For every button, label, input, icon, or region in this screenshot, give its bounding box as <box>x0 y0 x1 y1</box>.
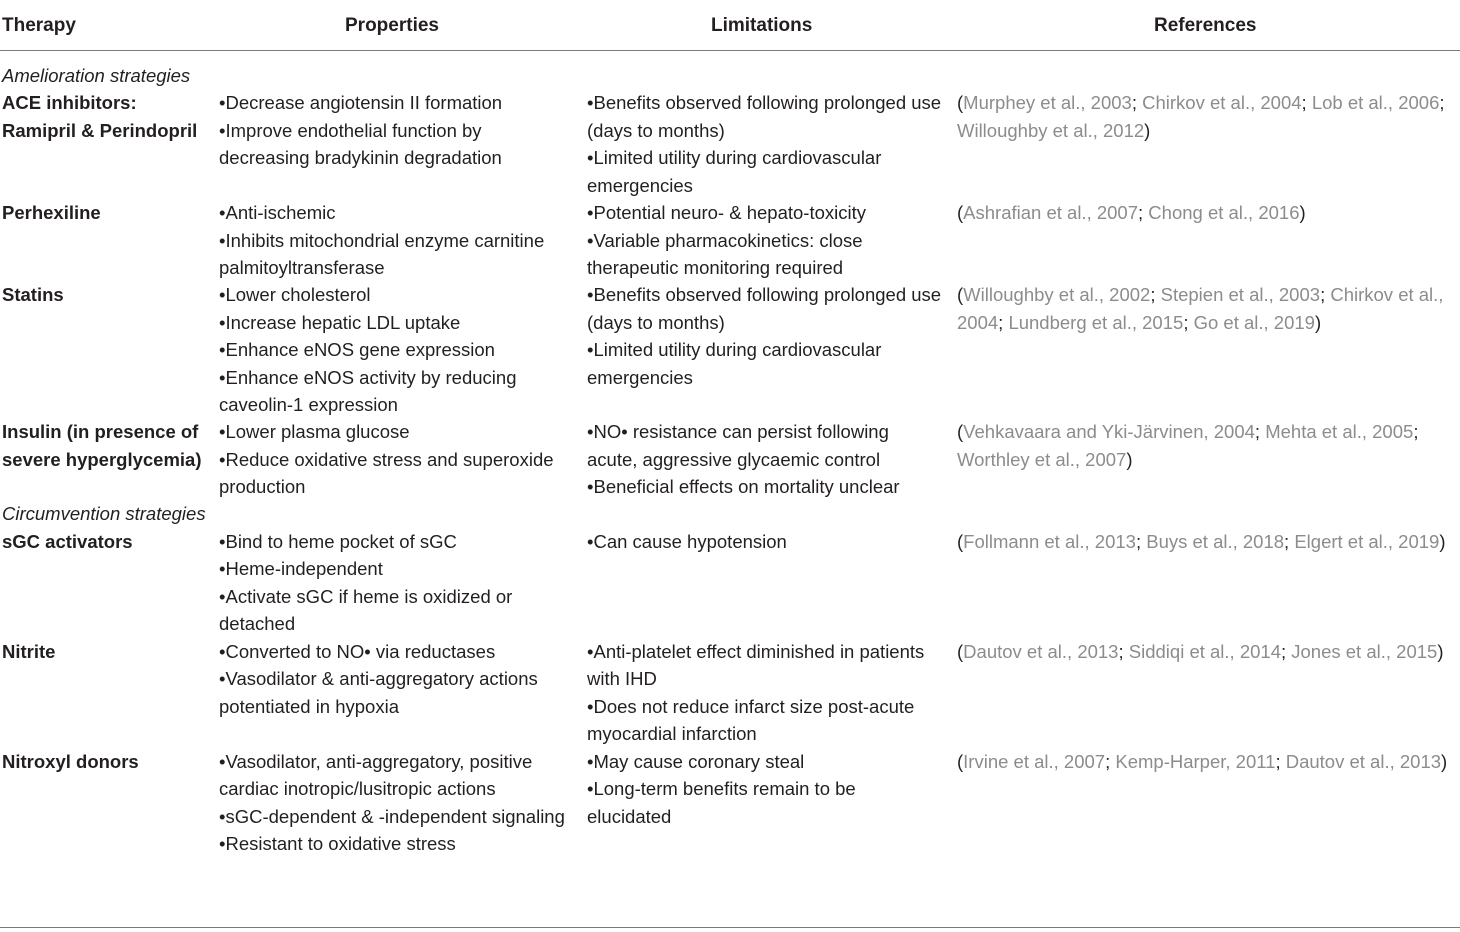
reference-separator: ; <box>1254 421 1266 443</box>
reference-link: Go et al., 2019 <box>1193 311 1315 333</box>
limitation-item: •Benefits observed following prolonged use (days to months) <box>587 92 942 141</box>
limitation-item: •Long-term benefits remain to be elucidated <box>587 778 856 827</box>
reference-separator: ; <box>1320 284 1331 306</box>
reference-link: Willoughby et al., 2012 <box>957 119 1145 141</box>
section-title: Circumvention strategies <box>2 503 206 525</box>
header-therapy: Therapy <box>2 15 76 36</box>
properties-cell <box>219 199 571 281</box>
limitation-item: •NO• resistance can persist following acute, aggressive glycaemic control <box>587 421 889 470</box>
reference-link: Chirkov et al., 2004 <box>1142 92 1302 114</box>
references-cell <box>957 281 1457 336</box>
property-item: •Increase hepatic LDL uptake <box>219 311 461 333</box>
property-item: •Heme-independent <box>219 558 383 580</box>
paren-open: ( <box>957 640 964 662</box>
table-row <box>0 748 1460 858</box>
reference-link: Lob et al., 2006 <box>1311 92 1440 114</box>
paren-open: ( <box>957 530 964 552</box>
limitation-item: •Variable pharmacokinetics: close therapeutic monitoring required <box>587 229 863 279</box>
limitation-item: •Does not reduce infarct size post-acute myocardial infarction <box>587 695 915 745</box>
reference-link: Ashrafian et al., 2007 <box>963 202 1139 224</box>
table-row <box>0 281 1460 418</box>
property-item: •Converted to NO• via reductases <box>219 640 496 662</box>
paren-close: ) <box>1126 448 1133 470</box>
reference-separator: ; <box>1150 284 1161 306</box>
property-item: •Enhance eNOS gene expression <box>219 339 495 361</box>
reference-link: Worthley et al., 2007 <box>957 448 1127 470</box>
table-row <box>0 199 1460 281</box>
section-title: Amelioration strategies <box>2 65 191 86</box>
paren-close: ) <box>1439 530 1446 552</box>
therapy-cell: ACE inhibitors: Ramipril & Perindopril <box>2 92 198 141</box>
references-cell <box>957 199 1457 226</box>
property-item: •Resistant to oxidative stress <box>219 833 456 855</box>
reference-link: Kemp-Harper, 2011 <box>1115 750 1276 772</box>
therapy-cell: Statins <box>2 284 64 306</box>
reference-link: Willoughby et al., 2002 <box>963 284 1151 306</box>
therapy-cell: Nitrite <box>2 640 56 662</box>
table-row <box>0 528 1460 638</box>
reference-link: Dautov et al., 2013 <box>1285 750 1442 772</box>
table-body <box>0 62 1460 858</box>
properties-cell <box>219 638 571 720</box>
paren-open: ( <box>957 750 964 772</box>
therapy-cell: Insulin (in presence of severe hyperglycemia) <box>2 421 202 470</box>
therapy-cell: Perhexiline <box>2 202 101 224</box>
limitation-item: •Beneficial effects on mortality unclear <box>587 476 900 498</box>
reference-separator: ; <box>1275 750 1286 772</box>
limitation-item: •Can cause hypotension <box>587 530 787 552</box>
reference-link: Follmann et al., 2013 <box>963 530 1136 552</box>
property-item: •Anti-ischemic <box>219 202 336 224</box>
reference-separator: ; <box>1105 750 1116 772</box>
reference-separator: ; <box>1280 640 1292 662</box>
reference-separator: ; <box>1131 92 1143 114</box>
reference-link: Chong et al., 2016 <box>1148 202 1300 224</box>
properties-cell <box>219 281 571 418</box>
property-item: •Vasodilator & anti-aggregatory actions potentiated in hypoxia <box>219 668 538 717</box>
reference-separator: ; <box>1138 202 1149 224</box>
reference-separator: ; <box>1118 640 1129 662</box>
limitation-item: •Limited utility during cardiovascular emergencies <box>587 339 882 388</box>
reference-separator: ; <box>998 311 1009 333</box>
limitations-cell <box>587 528 943 555</box>
header-rule <box>0 50 1460 51</box>
header-limitations: Limitations <box>711 15 813 36</box>
limitation-item: •Limited utility during cardiovascular emergencies <box>587 147 882 196</box>
reference-link: Siddiqi et al., 2014 <box>1128 640 1281 662</box>
bottom-rule <box>0 927 1460 928</box>
reference-link: Chirkov et al., 2004 <box>957 284 1444 333</box>
property-item: •sGC-dependent & -independent signaling <box>219 805 565 827</box>
therapy-cell: sGC activators <box>2 530 133 552</box>
properties-cell <box>219 89 571 171</box>
header-properties: Properties <box>345 15 439 36</box>
paren-open: ( <box>957 284 964 306</box>
limitations-cell <box>587 199 943 281</box>
references-cell <box>957 89 1457 144</box>
property-item: •Lower plasma glucose <box>219 421 410 443</box>
paren-close: ) <box>1144 119 1151 141</box>
references-cell <box>957 638 1457 665</box>
reference-separator: ; <box>1284 530 1295 552</box>
property-item: •Decrease angiotensin II formation <box>219 92 503 114</box>
limitations-cell <box>587 638 943 748</box>
table-row <box>0 89 1460 199</box>
paren-close: ) <box>1437 640 1444 662</box>
therapy-cell: Nitroxyl donors <box>2 750 139 772</box>
paren-close: ) <box>1299 202 1306 224</box>
paren-open: ( <box>957 202 964 224</box>
limitation-item: •Anti-platelet effect diminished in patients with IHD <box>587 640 925 690</box>
limitation-item: •Benefits observed following prolonged use (days to months) <box>587 284 942 333</box>
limitation-item: •May cause coronary steal <box>587 750 805 772</box>
reference-separator: ; <box>1301 92 1312 114</box>
paren-close: ) <box>1441 750 1448 772</box>
reference-link: Vehkavaara and Yki-Järvinen, 2004 <box>963 421 1255 443</box>
reference-link: Elgert et al., 2019 <box>1294 530 1440 552</box>
properties-cell <box>219 528 571 638</box>
paren-close: ) <box>1314 311 1322 333</box>
limitations-cell <box>587 748 943 830</box>
table-header <box>0 15 1460 43</box>
reference-link: Murphey et al., 2003 <box>963 92 1132 114</box>
property-item: •Reduce oxidative stress and superoxide production <box>219 448 554 498</box>
limitations-cell <box>587 281 943 391</box>
table-row <box>0 638 1460 748</box>
property-item: •Vasodilator, anti-aggregatory, positive cardiac inotropic/lusitropic actions <box>219 750 533 800</box>
reference-link: Buys et al., 2018 <box>1146 530 1285 552</box>
reference-link: Dautov et al., 2013 <box>963 640 1119 662</box>
limitation-item: •Potential neuro- & hepato-toxicity <box>587 202 866 224</box>
property-item: •Lower cholesterol <box>219 284 371 306</box>
table-row <box>0 418 1460 500</box>
reference-separator: ; <box>1439 92 1445 114</box>
properties-cell <box>219 748 571 858</box>
property-item: •Activate sGC if heme is oxidized or detached <box>219 585 513 635</box>
limitations-cell <box>587 418 943 500</box>
limitations-cell <box>587 89 943 199</box>
paren-open: ( <box>957 421 964 443</box>
references-cell <box>957 748 1457 775</box>
reference-separator: ; <box>1135 530 1147 552</box>
paren-open: ( <box>957 92 964 114</box>
header-references: References <box>1154 15 1257 36</box>
references-cell <box>957 528 1457 555</box>
reference-link: Mehta et al., 2005 <box>1265 421 1414 443</box>
references-cell <box>957 418 1457 473</box>
property-item: •Bind to heme pocket of sGC <box>219 530 457 552</box>
properties-cell <box>219 418 571 500</box>
reference-link: Jones et al., 2015 <box>1291 640 1438 662</box>
property-item: •Inhibits mitochondrial enzyme carnitine palmitoyltransferase <box>219 229 545 279</box>
reference-link: Lundberg et al., 2015 <box>1008 311 1184 333</box>
property-item: •Enhance eNOS activity by reducing caveolin-1 expression <box>219 366 517 416</box>
reference-separator: ; <box>1183 311 1194 333</box>
reference-link: Stepien et al., 2003 <box>1160 284 1321 306</box>
reference-link: Irvine et al., 2007 <box>963 750 1106 772</box>
reference-separator: ; <box>1413 421 1419 443</box>
property-item: •Improve endothelial function by decreasing bradykinin degradation <box>219 119 502 169</box>
